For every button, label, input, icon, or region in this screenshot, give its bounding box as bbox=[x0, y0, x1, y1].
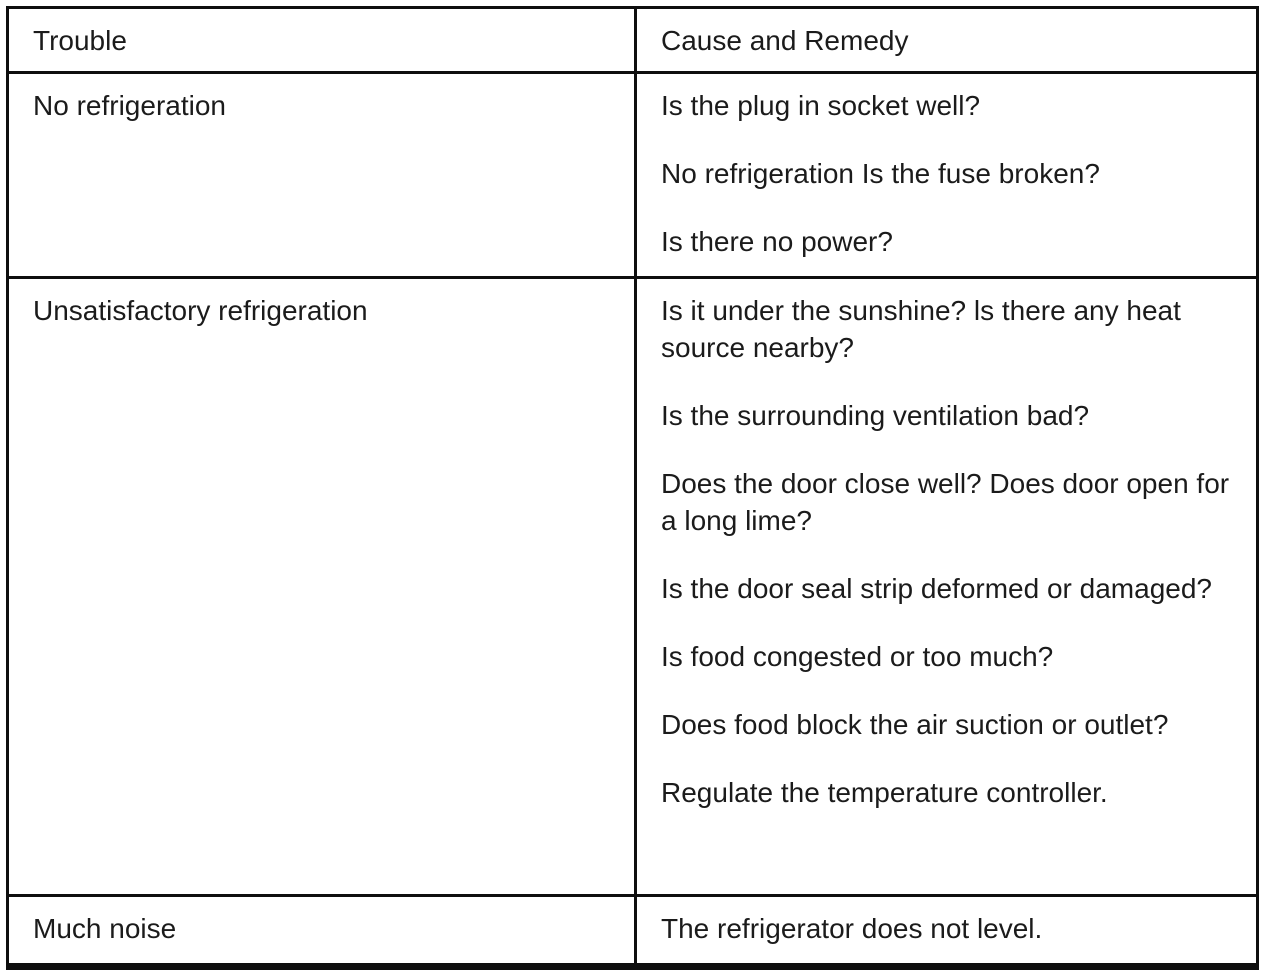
column-header-cause-and-remedy: Cause and Remedy bbox=[661, 25, 909, 56]
cause-line: Is the surrounding ventilation bad? bbox=[661, 399, 1090, 431]
table-header-row bbox=[9, 9, 1256, 74]
cause-line: No refrigeration Is the fuse broken? bbox=[661, 157, 1100, 189]
cause-line: Does food block the air suction or outlet? bbox=[661, 708, 1169, 740]
table-row bbox=[9, 279, 1256, 897]
table-row bbox=[9, 74, 1256, 279]
cause-line: Is the plug in socket well? bbox=[661, 90, 981, 121]
trouble-cell-much-noise: Much noise bbox=[9, 897, 637, 965]
cause-line: Is there no power? bbox=[661, 225, 893, 257]
trouble-cell-no-refrigeration: No refrigeration bbox=[9, 74, 637, 276]
table-row bbox=[9, 897, 1256, 965]
column-header-trouble: Trouble bbox=[9, 9, 637, 71]
cause-line: Does the door close well? Does door open for a long lime? bbox=[661, 467, 1230, 536]
cause-line: Is the door seal strip deformed or damaged? bbox=[661, 572, 1212, 604]
cause-line: Regulate the temperature controller. bbox=[661, 776, 1108, 808]
cause-cell bbox=[637, 897, 1256, 965]
cause-line: Is it under the sunshine? ls there any heat source nearby? bbox=[661, 295, 1181, 363]
cause-line: Is food congested or too much? bbox=[661, 640, 1054, 672]
trouble-cell-unsatisfactory-refrigeration: Unsatisfactory refrigeration bbox=[9, 279, 637, 894]
cause-line: The refrigerator does not level. bbox=[661, 913, 1043, 944]
cause-cell bbox=[637, 279, 1256, 894]
cause-cell bbox=[637, 74, 1256, 276]
troubleshooting-table bbox=[6, 6, 1259, 970]
